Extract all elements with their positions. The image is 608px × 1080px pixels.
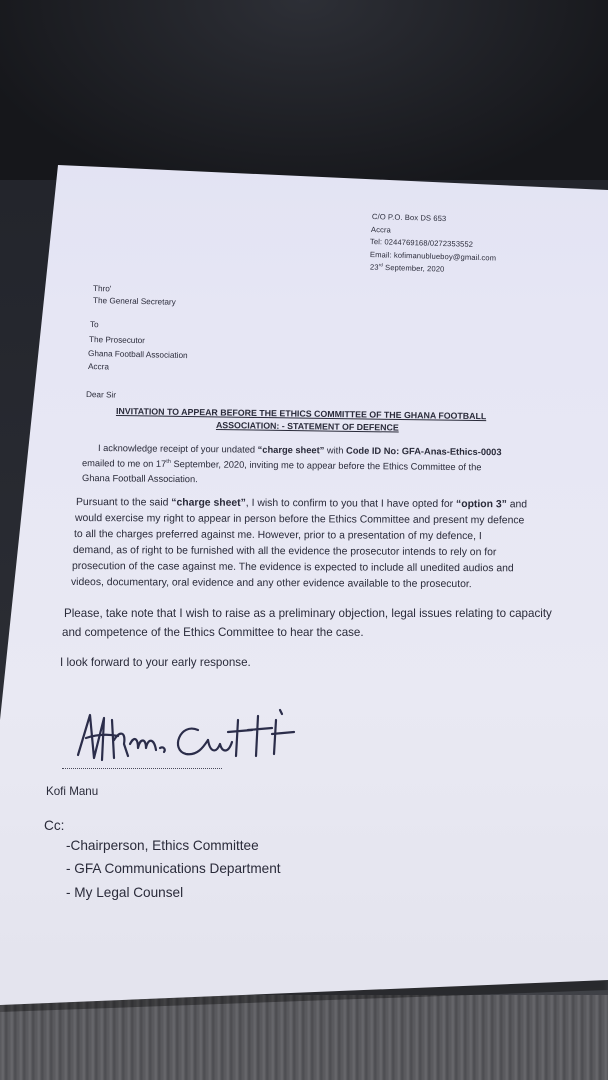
paragraph-1-line-2: emailed to me on 17th September, 2020, inviting me to appear before the Ethics Committee of the xyxy=(81,458,482,473)
address-line-1: C/O P.O. Box DS 653 xyxy=(371,212,447,224)
letter-title-line-1: INVITATION TO APPEAR BEFORE THE ETHICS COMMITTEE OF THE GHANA FOOTBALL xyxy=(115,406,487,422)
signatory-name: Kofi Manu xyxy=(46,785,99,798)
address-line-2: Accra xyxy=(370,225,392,235)
thro-label: Thro' xyxy=(92,284,112,294)
address-email: Email: kofimanublueboy@gmail.com xyxy=(369,250,497,263)
paragraph-2-line-3: to all the charges preferred against me. However, prior to a presentation of my defence, I xyxy=(73,529,482,543)
cc-item-3: - My Legal Counsel xyxy=(66,885,184,900)
to-label: To xyxy=(89,320,99,330)
salutation: Dear Sir xyxy=(85,390,117,400)
paragraph-4: I look forward to your early response. xyxy=(60,656,251,669)
thro-recipient: The General Secretary xyxy=(92,296,176,307)
paragraph-2-line-1: Pursuant to the said “charge sheet”, I wish to confirm to you that I have opted for “option 3” and xyxy=(75,497,528,511)
paragraph-2-line-2: would exercise my right to appear in person before the Ethics Committee and present my defence xyxy=(74,513,525,527)
paragraph-1-line-1: I acknowledge receipt of your undated “charge sheet” with Code ID No: GFA-Anas-Ethics-0003 xyxy=(97,443,502,458)
paragraph-2-line-6: videos, documentary, oral evidence and any other evidence available to the prosecutor. xyxy=(70,577,472,591)
letter-title-line-2: ASSOCIATION: - STATEMENT OF DEFENCE xyxy=(215,420,399,433)
paragraph-1-line-3: Ghana Football Association. xyxy=(81,473,198,485)
recipient-line-1: The Prosecutor xyxy=(88,335,146,346)
signature-line xyxy=(62,768,222,769)
recipient-line-3: Accra xyxy=(87,362,110,372)
paragraph-2-line-4: demand, as of right to be furnished with all the evidence the prosecutor intends to rely on for xyxy=(72,545,497,559)
paragraph-3-line-1: Please, take note that I wish to raise as a preliminary objection, legal issues relating to capacity xyxy=(64,607,552,620)
paragraph-3-line-2: and competence of the Ethics Committee to hear the case. xyxy=(62,626,364,639)
address-tel: Tel: 0244769168/0272353552 xyxy=(369,237,474,249)
recipient-line-2: Ghana Football Association xyxy=(87,349,188,361)
letter-date: 23rd September, 2020 xyxy=(369,262,445,274)
cc-item-2: - GFA Communications Department xyxy=(66,861,281,876)
cc-item-1: -Chairperson, Ethics Committee xyxy=(66,838,259,853)
paragraph-2-line-5: prosecution of the case against me. The evidence is expected to include all unedited audios and xyxy=(71,561,514,575)
cc-label: Cc: xyxy=(44,818,65,833)
